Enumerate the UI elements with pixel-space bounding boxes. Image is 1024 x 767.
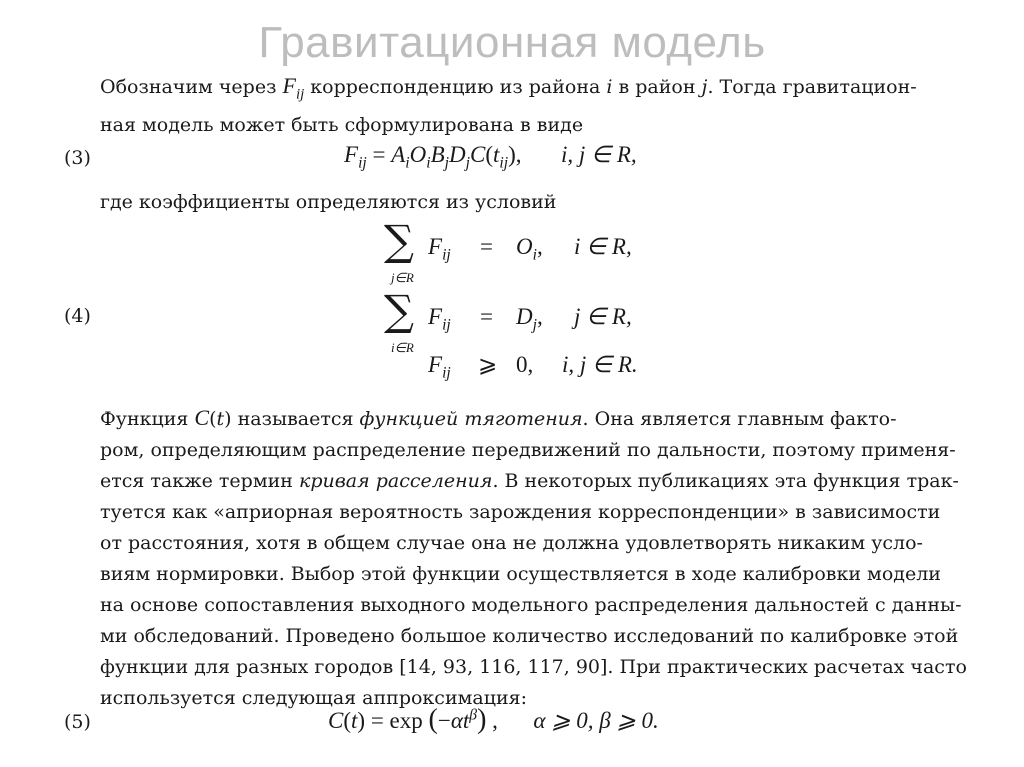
eq3-number: (3): [64, 147, 91, 169]
eq3-domain: i, j ∈ R,: [561, 142, 637, 167]
body-line: ми обследований. Проведено большое количество исследований по калибровке этой: [100, 625, 959, 647]
eq4-row-1: ∑ j∈R $F_{ij}$ = $O_i$, i ∈ R,: [384, 216, 632, 285]
sum-sign: ∑: [384, 216, 414, 265]
sum-sign: ∑: [384, 286, 414, 335]
intro-line-2: ная модель может быть сформулирована в виде: [100, 114, 584, 137]
body-paragraph: [100, 402, 970, 714]
body-line: используется следующая аппроксимация:: [100, 687, 527, 709]
conditions-intro: где коэффициенты определяются из условий: [100, 191, 557, 213]
sum-subscript: j∈R: [391, 270, 414, 285]
body-line: туется как «априорная вероятность зарождения корреспонденции» в зависимости: [100, 501, 941, 523]
eq4-number: (4): [64, 305, 91, 327]
body-line: на основе сопоставления выходного модельного распределения дальностей с данны-: [100, 594, 962, 616]
page-title: Гравитационная модель: [258, 18, 766, 67]
body-line: от расстояния, хотя в общем случае она не должна удовлетворять никаким усло-: [100, 532, 923, 554]
eq4-row-3: $F_{ij}$ ⩾ 0, i, j ∈ R.: [428, 352, 638, 382]
body-line: ром, определяющим распределение передвижений по дальности, поэтому применя-: [100, 439, 956, 461]
eq5-formula: $C(t) = \exp (-\alpha t^\beta)$ , α ⩾ 0, β ⩾ 0.: [328, 704, 659, 735]
intro-paragraph: [100, 70, 970, 141]
eq5-number: (5): [64, 711, 91, 733]
intro-line-1: Обозначим через $F_{ij}$ корреспонденцию из района i в район j. Тогда гравитацион-: [100, 73, 917, 103]
body-line: Функция C(t) называется функцией тяготения. Она является главным факто-: [100, 405, 897, 430]
eq3-formula: $F_{ij} = A_iO_iB_jD_jC(t_{ij})$, i, j ∈ R,: [344, 142, 637, 172]
body-line: виям нормировки. Выбор этой функции осуществляется в ходе калибровки модели: [100, 563, 941, 585]
body-line: функции для разных городов [14, 93, 116, 117, 90]. При практических расчетах часто: [100, 656, 967, 678]
eq5-condition: α ⩾ 0, β ⩾ 0.: [533, 708, 659, 733]
sum-subscript: i∈R: [391, 340, 414, 355]
eq4-row-2: ∑ i∈R $F_{ij}$ = $D_j$, j ∈ R,: [384, 286, 632, 355]
body-line: ется также термин кривая расселения. В некоторых публикациях эта функция трак-: [100, 470, 959, 492]
